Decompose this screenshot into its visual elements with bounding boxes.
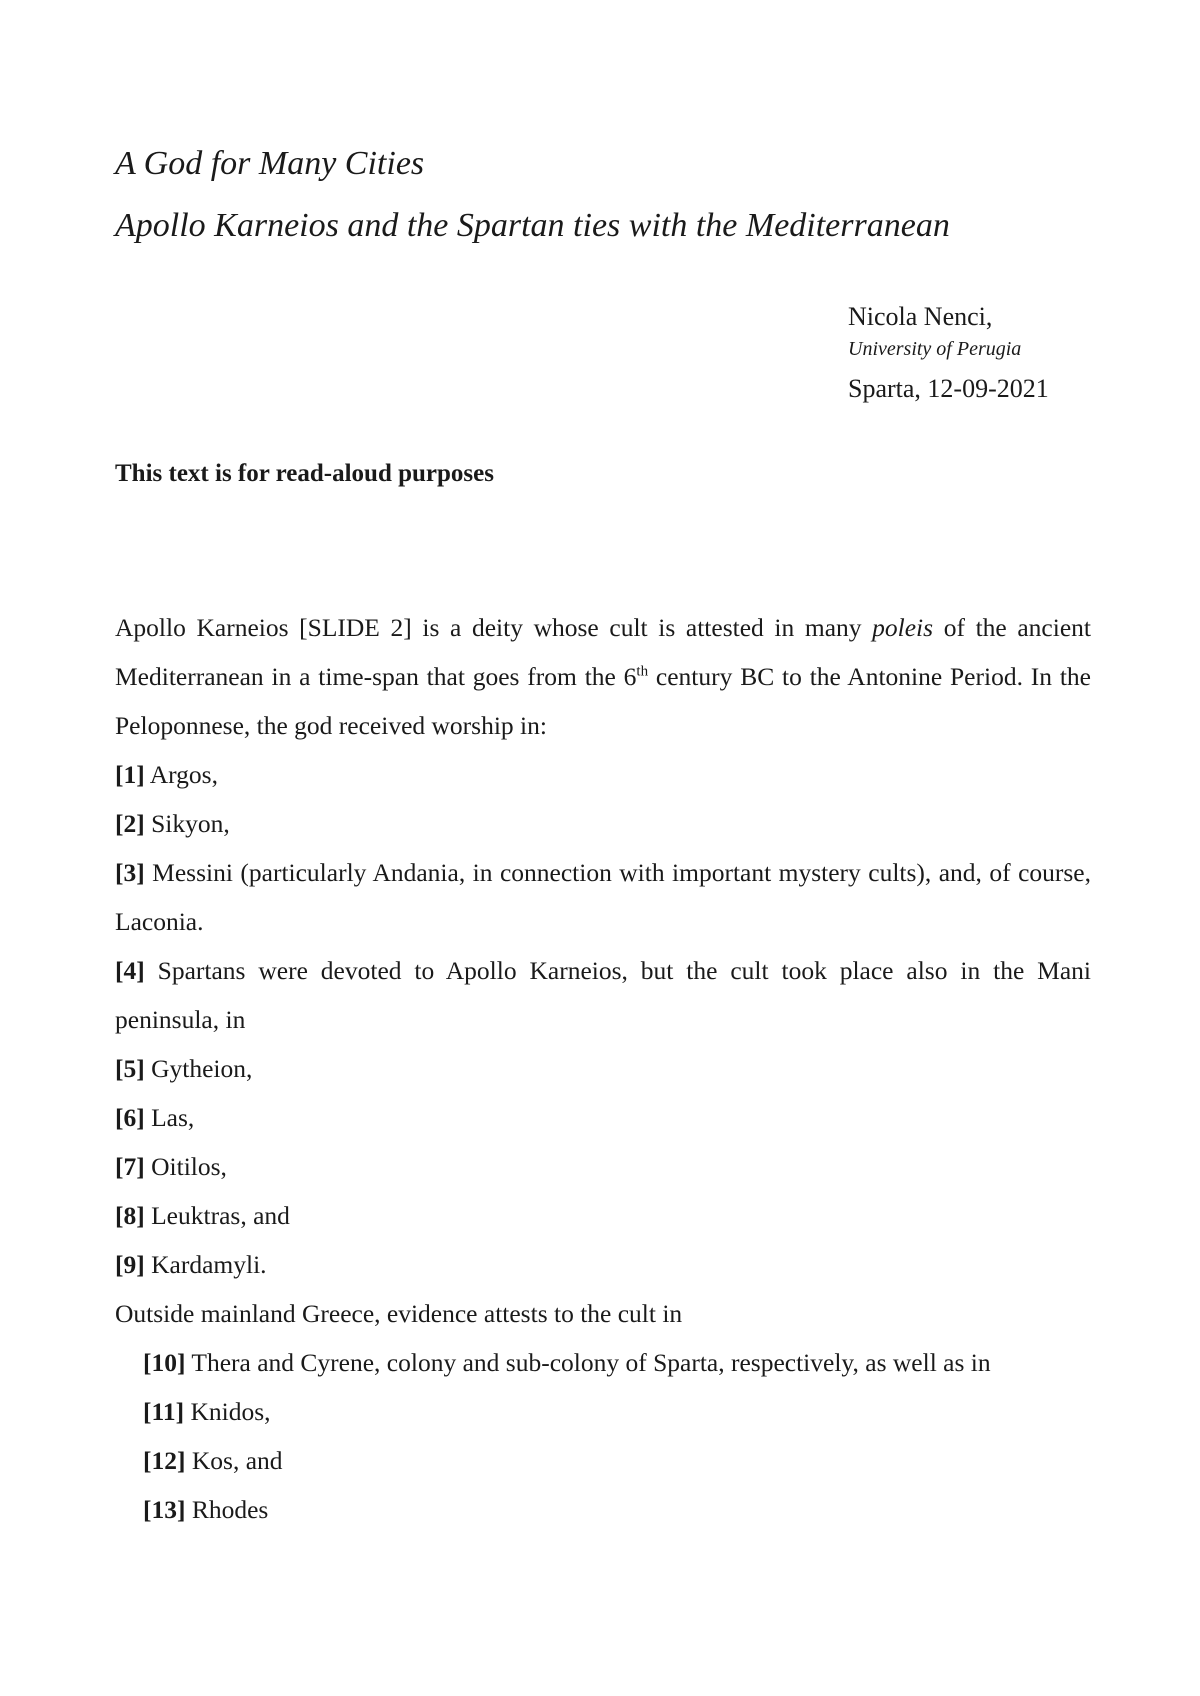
intro-paragraph: Apollo Karneios [SLIDE 2] is a deity whose cult is attested in many poleis of the ancient Mediterranean in a time-span that goes from the 6th century BC to the Antonine Period. In the Peloponnese, the god received worship in: — [115, 613, 1091, 740]
list-item: [1] Argos, — [115, 760, 218, 789]
list-item: [5] Gytheion, — [115, 1054, 253, 1083]
list-item: [13] Rhodes — [143, 1495, 269, 1524]
author-name: Nicola Nenci, — [848, 302, 993, 331]
place-date: Sparta, 12-09-2021 — [848, 374, 1049, 403]
outside-mainland-sentence: Outside mainland Greece, evidence attests to the cult in — [115, 1299, 683, 1328]
list-item: [12] Kos, and — [143, 1446, 283, 1475]
read-aloud-note: This text is for read-aloud purposes — [115, 460, 494, 487]
document-title: A God for Many Cities — [115, 145, 425, 182]
list-item: [6] Las, — [115, 1103, 195, 1132]
list-item: [10] Thera and Cyrene, colony and sub-colony of Sparta, respectively, as well as in — [143, 1348, 991, 1377]
document-body — [115, 603, 1091, 1534]
poleis-term: poleis — [872, 613, 934, 642]
document-subtitle: Apollo Karneios and the Spartan ties with the Mediterranean — [115, 207, 950, 244]
list-item: [8] Leuktras, and — [115, 1201, 290, 1230]
list-item: [3] Messini (particularly Andania, in connection with important mystery cults), and, of course, Laconia. — [115, 858, 1091, 936]
list-item: [11] Knidos, — [143, 1397, 271, 1426]
list-item: [7] Oitilos, — [115, 1152, 227, 1181]
list-item: [4] Spartans were devoted to Apollo Karneios, but the cult took place also in the Mani peninsula, in — [115, 956, 1091, 1034]
list-item: [2] Sikyon, — [115, 809, 230, 838]
list-item: [9] Kardamyli. — [115, 1250, 267, 1279]
author-affiliation: University of Perugia — [848, 338, 1022, 360]
